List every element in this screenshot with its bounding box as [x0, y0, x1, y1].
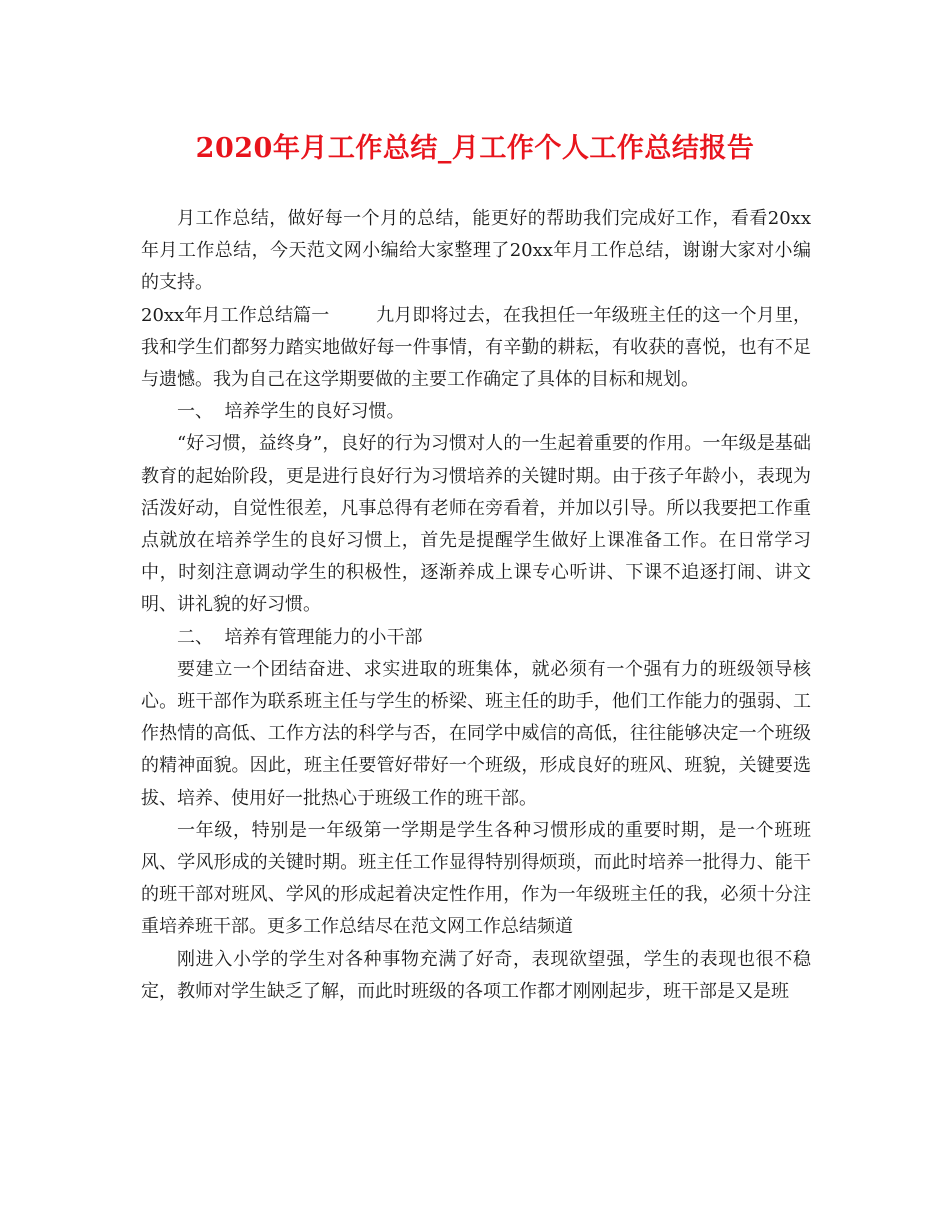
section-heading-2: 二、 培养有管理能力的小干部 [177, 626, 423, 648]
section-paragraph [141, 300, 811, 397]
document-body [141, 203, 811, 1008]
section-text: 九月即将过去，在我担任一年级班主任的这一个月里，我和学生们都努力踏实地做好每一件事情，有辛勤的耕耘，有收获的喜悦，也有不足与遗憾。我为自己在这学期要做的主要工作确定了具体的目标和规划。 [141, 304, 811, 391]
body-paragraph-2: 要建立一个团结奋进、求实进取的班集体，就必须有一个强有力的班级领导核心。班干部作为联系班主任与学生的桥梁、班主任的助手，他们工作能力的强弱、工作热情的高低、工作方法的科学与否，在同学中威信的高低，往往能够决定一个班级的精神面貌。因此，班主任要管好带好一个班级，形成良好的班风、班貌，关键要选拔、培养、使用好一批热心于班级工作的班干部。 [141, 658, 811, 809]
body-paragraph-4: 刚进入小学的学生对各种事物充满了好奇，表现欲望强，学生的表现也很不稳定，教师对学生缺乏了解，而此时班级的各项工作都才刚刚起步，班干部是又是班 [141, 948, 811, 1002]
document-title: 2020年月工作总结_月工作个人工作总结报告 [195, 133, 755, 164]
section-label: 20xx年月工作总结篇一 [141, 304, 330, 326]
body-paragraph-3: 一年级，特别是一年级第一学期是学生各种习惯形成的重要时期，是一个班班风、学风形成的关键时期。班主任工作显得特别得烦琐，而此时培养一批得力、能干的班干部对班风、学风的形成起着决定性作用，作为一年级班主任的我，必须十分注重培养班干部。更多工作总结尽在范文网工作总结频道 [141, 819, 811, 938]
body-paragraph-1: “好习惯，益终身”，良好的行为习惯对人的一生起着重要的作用。一年级是基础教育的起始阶段，更是进行良好行为习惯培养的关键时期。由于孩子年龄小，表现为活泼好动，自觉性很差，凡事总得有老师在旁看着，并加以引导。所以我要把工作重点就放在培养学生的良好习惯上，首先是提醒学生做好上课准备工作。在日常学习中，时刻注意调动学生的积极性，逐渐养成上课专心听讲、下课不追逐打闹、讲文明、讲礼貌的好习惯。 [141, 433, 811, 616]
section-heading-1: 一、 培养学生的良好习惯。 [177, 401, 405, 423]
intro-paragraph: 月工作总结，做好每一个月的总结，能更好的帮助我们完成好工作，看看20xx年月工作总结，今天范文网小编给大家整理了20xx年月工作总结，谢谢大家对小编的支持。 [141, 208, 811, 294]
